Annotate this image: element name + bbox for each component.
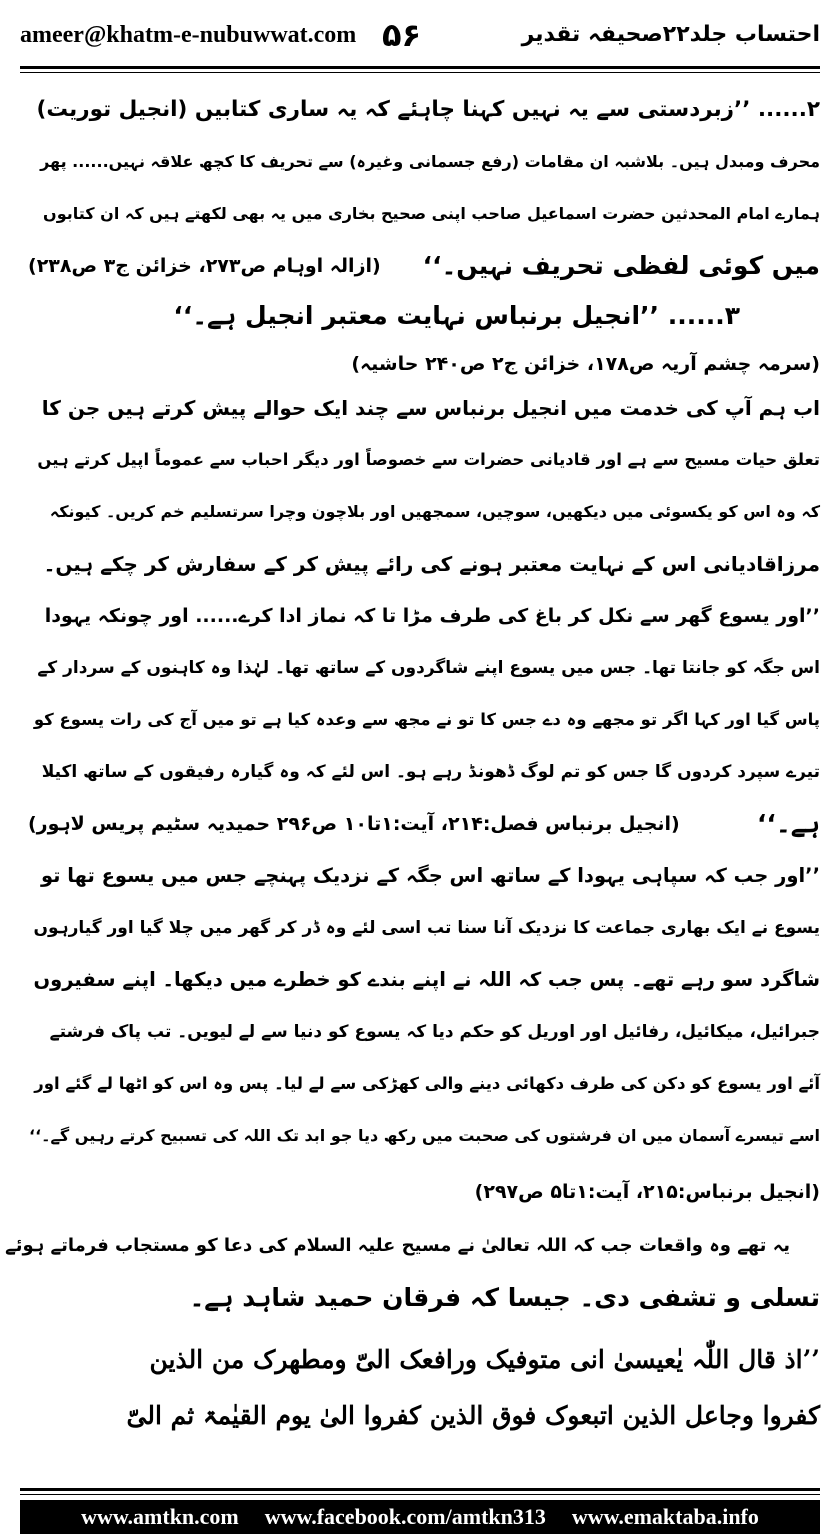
footer-bar xyxy=(20,1500,820,1534)
quran-verse-line: کفروا وجاعل الذین اتبعوک فوق الذین کفروا الیٰ یوم القیٰمۃ ثم الیّ xyxy=(126,1401,820,1430)
text-line: جبرائیل، میکائیل، رفائیل اور اوریل کو حکم دیا کہ یسوع کو دنیا سے لے لیویں۔ تب پاک فرشتے xyxy=(49,1022,820,1042)
text-line: تسلی و تشفی دی۔ جیسا کہ فرقان حمید شاہد ہے۔ xyxy=(189,1283,820,1312)
text-line: یسوع نے ایک بھاری جماعت کا نزدیک آنا سنا تب اسی لئے وہ ڈر کر گھر میں چلا گیا اور گیارہوں xyxy=(33,918,820,938)
text-line: محرف ومبدل ہیں۔ بلاشبہ ان مقامات (رفع جسمانی وغیرہ) سے تحریف کا کچھ علاقہ نہیں...... پھر xyxy=(40,152,820,171)
text-line: ’’اور جب کہ سپاہی یہودا کے ساتھ اس جگہ کے نزدیک پہنچے جس میں یسوع تھا تو xyxy=(40,864,820,887)
page-header xyxy=(20,18,820,64)
text-line: مرزاقادیانی اس کے نہایت معتبر ہونے کی رائے پیش کر کے سفارش کر چکے ہیں۔ xyxy=(43,552,820,576)
text-line: ۲...... ’’زبردستی سے یہ نہیں کہنا چاہئے کہ یہ ساری کتابیں (انجیل توریت) xyxy=(36,97,820,122)
text-line: ہے۔‘‘ xyxy=(757,809,820,838)
footer-link-emaktaba[interactable]: www.emaktaba.info xyxy=(571,1504,759,1529)
footer-rule xyxy=(20,1488,820,1491)
text-line: یہ تھے وہ واقعات جب کہ اللہ تعالیٰ نے مسیح علیہ السلام کی دعا کو مستجاب فرماتے ہوئے xyxy=(5,1235,790,1256)
reference-citation: (انجیل برنباس فصل:۲۱۴، آیت:۱تا۱۰ ص۲۹۶ حمیدیہ سٹیم پریس لاہور) xyxy=(28,813,680,835)
text-line: میں کوئی لفظی تحریف نہیں۔‘‘ xyxy=(422,251,820,280)
reference-citation: (سرمہ چشم آریہ ص۱۷۸، خزائن ج۲ ص۲۴۰ حاشیہ) xyxy=(351,353,820,375)
reference-citation: (ازالہ اوہام ص۲۷۳، خزائن ج۳ ص۲۳۸) xyxy=(28,255,381,277)
reference-citation: (انجیل برنباس:۲۱۵، آیت:۱تا۵ ص۲۹۷) xyxy=(474,1181,820,1203)
text-line: ’’اور یسوع گھر سے نکل کر باغ کی طرف مڑا تا کہ نماز ادا کرے...... اور چونکہ یہودا xyxy=(44,605,820,627)
footer-link-amtkn[interactable]: www.amtkn.com xyxy=(81,1504,239,1529)
text-line: آئے اور یسوع کو دکن کی طرف دکھائی دینے والی کھڑکی سے لے لیا۔ پس وہ اس کو اٹھا لے گئے اور xyxy=(34,1074,820,1093)
text-line: اس جگہ کو جانتا تھا۔ جس میں یسوع اپنے شاگردوں کے ساتھ تھا۔ لہٰذا وہ کاہنوں کے سردار کے xyxy=(37,658,820,678)
text-line: پاس گیا اور کہا اگر تو مجھے وہ دے جس کا تو نے مجھ سے وعدہ کیا ہے تو میں آج کی رات یسوع کو xyxy=(33,710,820,729)
text-line: ۳...... ’’انجیل برنباس نہایت معتبر انجیل ہے۔‘‘ xyxy=(173,301,740,330)
text-line: ہمارے امام المحدثین حضرت اسماعیل صاحب اپنی صحیح بخاری میں یہ بھی لکھتے ہیں کہ ان کتابوں xyxy=(43,204,820,223)
page-number: ۵۶ xyxy=(382,16,422,54)
text-line: کہ وہ اس کو یکسوئی میں دیکھیں، سوچیں، سمجھیں اور بلاچون وچرا سرتسلیم خم کریں۔ کیونکہ xyxy=(49,502,820,521)
text-line: شاگرد سو رہے تھے۔ پس جب کہ اللہ نے اپنے بندے کو خطرے میں دیکھا۔ اپنے سفیروں xyxy=(33,968,820,991)
text-line: اسے تیسرے آسمان میں ان فرشتوں کی صحبت میں رکھ دیا جو ابد تک اللہ کی تسبیح کرتے رہیں گے۔‘‘ xyxy=(29,1126,820,1145)
text-line: تیرے سپرد کردوں گا جس کو تم لوگ ڈھونڈ رہے ہو۔ اس لئے کہ وہ گیارہ رفیقوں کے ساتھ اکیلا xyxy=(41,762,820,782)
footer-rule-thin xyxy=(20,1494,820,1495)
quran-verse-line: ’’اذ قال اللّٰہ یٰعیسیٰ انی متوفیک ورافعک الیّ ومطھرک من الذین xyxy=(149,1345,820,1374)
header-title: احتساب جلد۲۲صحیفہ تقدیر xyxy=(521,22,820,47)
footer-link-facebook[interactable]: www.facebook.com/amtkn313 xyxy=(264,1504,546,1529)
header-rule-thin xyxy=(20,72,820,73)
text-line: اب ہم آپ کی خدمت میں انجیل برنباس سے چند ایک حوالے پیش کرتے ہیں جن کا xyxy=(41,396,820,420)
header-email: ameer@khatm-e-nubuwwat.com xyxy=(20,22,357,48)
header-rule xyxy=(20,66,820,69)
text-line: تعلق حیات مسیح سے ہے اور قادیانی حضرات سے خصوصاً اور دیگر احباب سے عموماً اپیل کرتے ہیں xyxy=(37,450,820,469)
